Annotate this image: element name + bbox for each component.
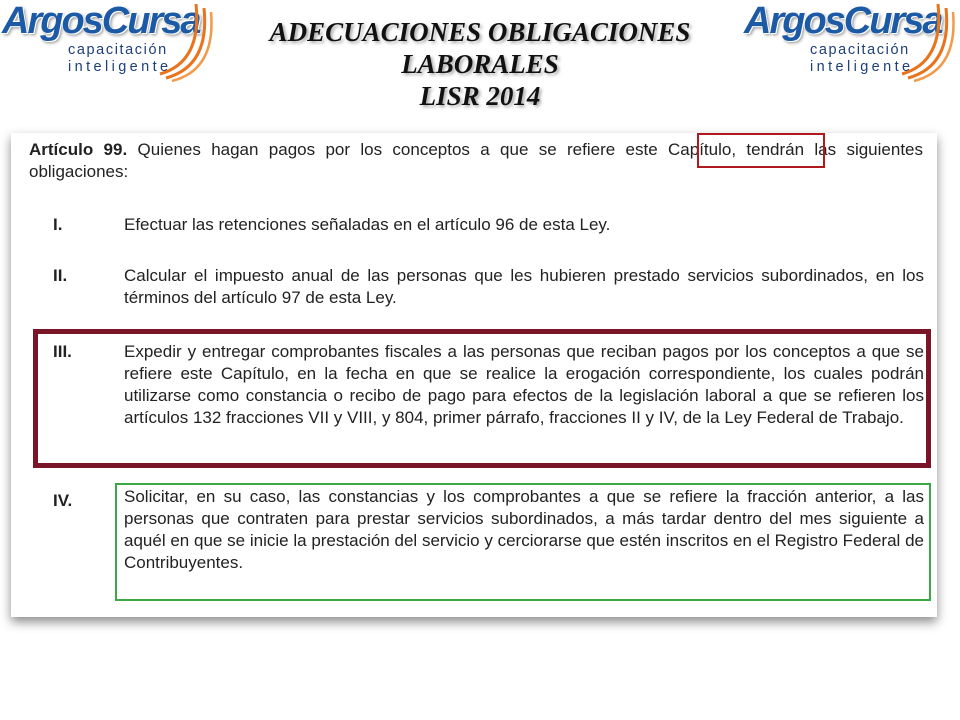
item-text-i: Efectuar las retenciones señaladas en el artículo 96 de esta Ley. (124, 215, 611, 234)
swoosh-icon (156, 2, 218, 82)
article-label: Artículo 99. (29, 140, 128, 159)
intro-text-after: tendrán las siguientes obligaciones: (29, 140, 924, 181)
logo-tagline-2: inteligente (810, 59, 914, 75)
swoosh-icon (898, 2, 960, 82)
item-numeral-i: I. (53, 215, 63, 234)
logo-tagline-2: inteligente (68, 59, 172, 75)
logo-wordmark: ArgosCursa (744, 0, 942, 42)
title-line-1: ADECUACIONES OBLIGACIONES (269, 17, 691, 47)
item-numeral-iii: III. (53, 342, 72, 361)
item-text-iii: Expedir y entregar comprobantes fiscales a las personas que reciban pagos por los conceptos a que se refiere este Capítulo, en la fecha en que se realice la erogación correspondiente, los cuales podrán utilizarse como constancia o recibo de pago para efectos de la legislación laboral a que se refieren los artículos 132 fracciones VII y VIII, y 804, primer párrafo, fracciones II y IV, de la Ley Federal de Trabajo. (124, 342, 924, 427)
item-numeral-iv: IV. (53, 491, 73, 510)
logo-tagline-1: capacitación (810, 42, 910, 58)
article-excerpt (11, 133, 937, 617)
intro-highlight-phrase: este Capítulo, (625, 140, 737, 159)
argoscursa-logo-left (0, 0, 218, 80)
phrase-highlight-box (697, 133, 825, 168)
intro-text-before: Quienes hagan pagos por los conceptos a que se refiere (127, 140, 626, 159)
item-numeral-ii: II. (53, 266, 68, 285)
item-text-iv: Solicitar, en su caso, las constancias y los comprobantes a que se refiere la fracción anterior, a las personas que contraten para prestar servicios subordinados, a más tardar dentro del mes siguiente a aquél en que se inicie la prestación del servicio y cerciorarse que estén inscritos en el Registro Federal de Contribuyentes. (124, 487, 924, 572)
page-title (220, 16, 740, 112)
logo-wordmark: ArgosCursa (2, 0, 200, 42)
item-text-ii: Calcular el impuesto anual de las personas que les hubieren prestado servicios subordinados, en los términos del artículo 97 de esta Ley. (124, 266, 924, 307)
logo-tagline-1: capacitación (68, 42, 168, 58)
title-line-2: LABORALES (401, 49, 559, 79)
title-line-3: LISR 2014 (419, 81, 541, 111)
argoscursa-logo-right (742, 0, 960, 80)
